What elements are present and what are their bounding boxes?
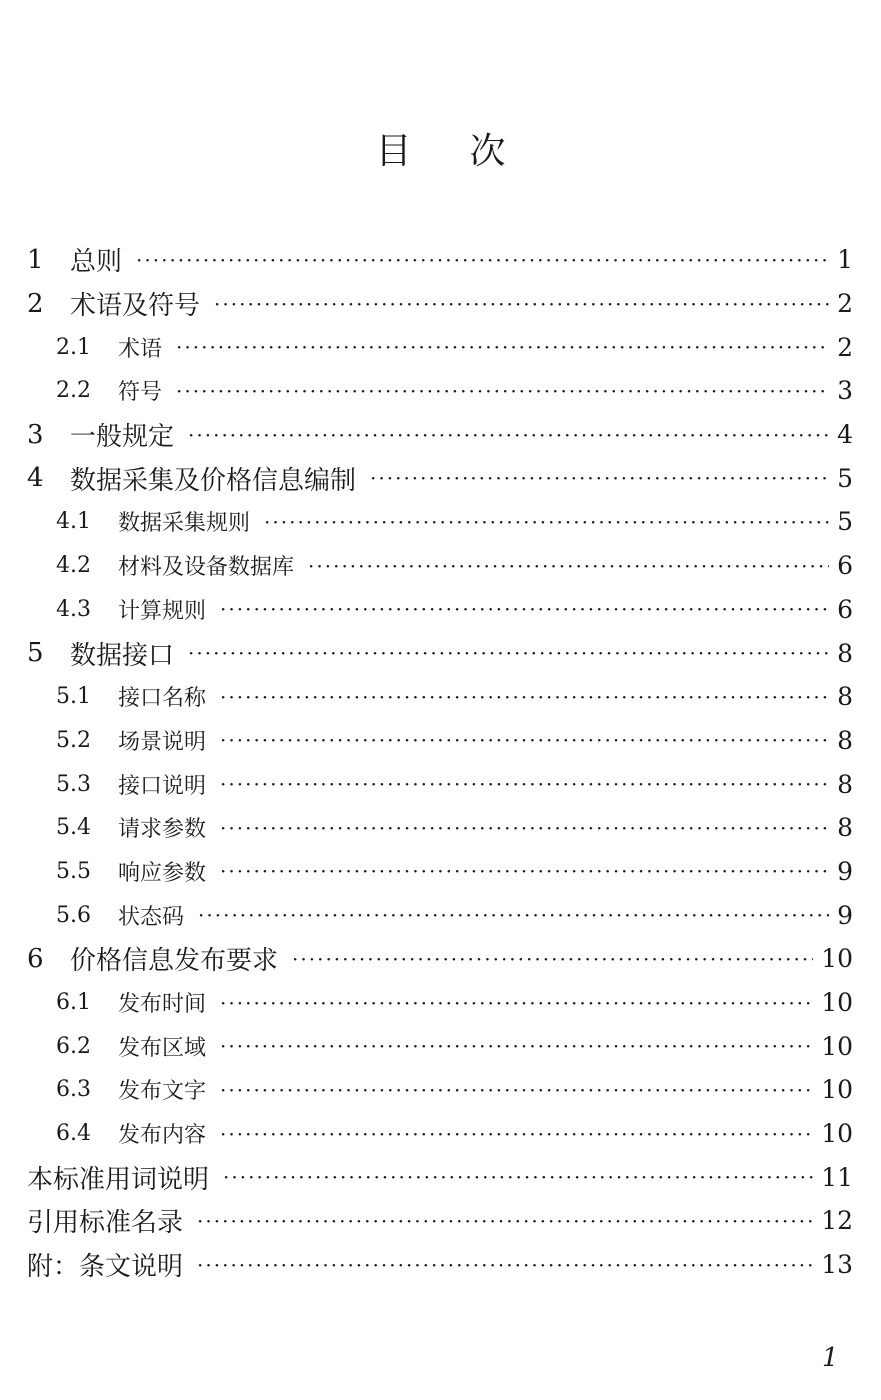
toc-entry[interactable] <box>27 762 853 806</box>
toc-entry-label: 术语及符号 <box>70 291 201 322</box>
table-of-contents <box>27 238 853 1287</box>
toc-entry-number: 6.3 <box>56 1077 91 1103</box>
toc-entry-number: 5.6 <box>56 902 91 928</box>
toc-entry-number: 6.2 <box>56 1033 91 1059</box>
toc-entry-page: 13 <box>821 1250 853 1280</box>
toc-entry[interactable] <box>27 1112 853 1156</box>
toc-entry[interactable] <box>27 1243 853 1287</box>
toc-entry[interactable] <box>27 675 853 719</box>
toc-dot-leader <box>220 730 829 750</box>
toc-entry-label: 数据采集规则 <box>118 511 251 537</box>
toc-entry-number: 4 <box>27 463 44 494</box>
toc-entry[interactable] <box>27 456 853 500</box>
toc-dot-leader <box>198 905 829 925</box>
toc-entry[interactable] <box>27 1024 853 1068</box>
toc-entry-page: 12 <box>821 1206 853 1236</box>
toc-entry-label: 接口名称 <box>118 686 207 712</box>
toc-entry-label: 一般规定 <box>70 422 175 453</box>
toc-entry[interactable] <box>27 1155 853 1199</box>
toc-entry-label: 总则 <box>70 247 123 278</box>
toc-entry[interactable] <box>27 588 853 632</box>
toc-dot-leader <box>176 337 829 357</box>
page-number: 1 <box>822 1343 839 1373</box>
toc-dot-leader <box>220 993 813 1013</box>
toc-entry-number: 5 <box>27 638 44 669</box>
toc-entry-number: 5.5 <box>56 858 91 884</box>
toc-entry-label: 状态码 <box>118 904 185 930</box>
toc-dot-leader <box>197 1255 813 1275</box>
toc-dot-leader <box>136 250 829 270</box>
toc-entry-label: 响应参数 <box>118 860 207 886</box>
toc-entry-page: 1 <box>837 245 853 275</box>
toc-dot-leader <box>220 1036 813 1056</box>
toc-entry-label: 数据采集及价格信息编制 <box>70 465 357 496</box>
toc-entry-number: 4.3 <box>56 596 91 622</box>
toc-entry-number: 4.1 <box>56 509 91 535</box>
toc-entry[interactable] <box>27 544 853 588</box>
toc-entry-page: 5 <box>837 463 853 493</box>
toc-entry[interactable] <box>27 1068 853 1112</box>
toc-entry-page: 3 <box>837 376 853 406</box>
toc-entry-page: 6 <box>837 551 853 581</box>
toc-dot-leader <box>370 468 829 488</box>
toc-entry-label: 发布内容 <box>118 1123 207 1149</box>
toc-entry[interactable] <box>27 369 853 413</box>
toc-entry-page: 11 <box>821 1162 853 1192</box>
toc-entry-label: 附：条文说明 <box>27 1252 184 1283</box>
toc-entry-label: 发布时间 <box>118 992 207 1018</box>
toc-entry-number: 5.2 <box>56 727 91 753</box>
toc-entry-number: 3 <box>27 419 44 450</box>
toc-entry-label: 接口说明 <box>118 773 207 799</box>
toc-entry[interactable] <box>27 500 853 544</box>
toc-entry-number: 2 <box>27 288 44 319</box>
toc-entry-label: 计算规则 <box>118 598 207 624</box>
toc-entry-number: 1 <box>27 244 44 275</box>
toc-dot-leader <box>220 687 829 707</box>
toc-dot-leader <box>220 1124 813 1144</box>
toc-dot-leader <box>220 1080 813 1100</box>
toc-dot-leader <box>214 294 829 314</box>
toc-entry-label: 本标准用词说明 <box>27 1164 210 1195</box>
toc-entry[interactable] <box>27 981 853 1025</box>
toc-entry-number: 6.1 <box>56 990 91 1016</box>
title-char-2: 次 <box>469 131 506 172</box>
toc-entry-label: 请求参数 <box>118 817 207 843</box>
toc-entry-page: 8 <box>837 638 853 668</box>
toc-entry[interactable] <box>27 413 853 457</box>
toc-entry-number: 5.4 <box>56 815 91 841</box>
toc-entry-number: 6 <box>27 943 44 974</box>
toc-dot-leader <box>188 425 829 445</box>
toc-entry-page: 9 <box>837 856 853 886</box>
toc-entry-page: 5 <box>837 507 853 537</box>
toc-entry-page: 9 <box>837 900 853 930</box>
toc-entry-label: 引用标准名录 <box>27 1208 184 1239</box>
toc-dot-leader <box>220 861 829 881</box>
toc-entry-page: 8 <box>837 813 853 843</box>
toc-entry-page: 8 <box>837 769 853 799</box>
toc-entry-label: 发布区域 <box>118 1035 207 1061</box>
toc-entry[interactable] <box>27 1199 853 1243</box>
toc-dot-leader <box>220 818 829 838</box>
toc-entry-label: 术语 <box>118 336 163 362</box>
toc-dot-leader <box>176 381 829 401</box>
toc-entry-number: 2.1 <box>56 334 91 360</box>
toc-entry-label: 数据接口 <box>70 640 175 671</box>
toc-entry[interactable] <box>27 893 853 937</box>
toc-entry-number: 5.3 <box>56 771 91 797</box>
toc-entry[interactable] <box>27 937 853 981</box>
toc-dot-leader <box>292 949 813 969</box>
toc-dot-leader <box>223 1167 813 1187</box>
toc-entry-page: 10 <box>821 944 853 974</box>
page-title <box>0 128 881 176</box>
toc-entry-label: 发布文字 <box>118 1079 207 1105</box>
toc-entry[interactable] <box>27 325 853 369</box>
toc-entry-page: 8 <box>837 682 853 712</box>
toc-entry-label: 材料及设备数据库 <box>118 555 295 581</box>
toc-entry-page: 8 <box>837 725 853 755</box>
toc-entry-page: 2 <box>837 332 853 362</box>
toc-entry[interactable] <box>27 719 853 763</box>
toc-dot-leader <box>220 774 829 794</box>
toc-entry[interactable] <box>27 282 853 326</box>
toc-entry-number: 5.1 <box>56 684 91 710</box>
toc-entry-page: 10 <box>821 1031 853 1061</box>
toc-dot-leader <box>197 1211 813 1231</box>
toc-entry-label: 符号 <box>118 380 163 406</box>
toc-entry-number: 6.4 <box>56 1121 91 1147</box>
toc-entry[interactable] <box>27 850 853 894</box>
toc-entry-page: 4 <box>837 420 853 450</box>
toc-dot-leader <box>264 512 829 532</box>
toc-entry[interactable] <box>27 631 853 675</box>
toc-entry[interactable] <box>27 238 853 282</box>
toc-dot-leader <box>188 643 829 663</box>
toc-dot-leader <box>308 556 829 576</box>
toc-entry-page: 6 <box>837 594 853 624</box>
toc-entry-number: 4.2 <box>56 553 91 579</box>
toc-entry[interactable] <box>27 806 853 850</box>
title-char-1: 目 <box>375 131 412 172</box>
toc-entry-page: 2 <box>837 289 853 319</box>
toc-entry-page: 10 <box>821 988 853 1018</box>
toc-entry-page: 10 <box>821 1119 853 1149</box>
toc-entry-number: 2.2 <box>56 378 91 404</box>
toc-entry-page: 10 <box>821 1075 853 1105</box>
toc-entry-label: 价格信息发布要求 <box>70 946 279 977</box>
toc-entry-label: 场景说明 <box>118 729 207 755</box>
toc-dot-leader <box>220 599 829 619</box>
